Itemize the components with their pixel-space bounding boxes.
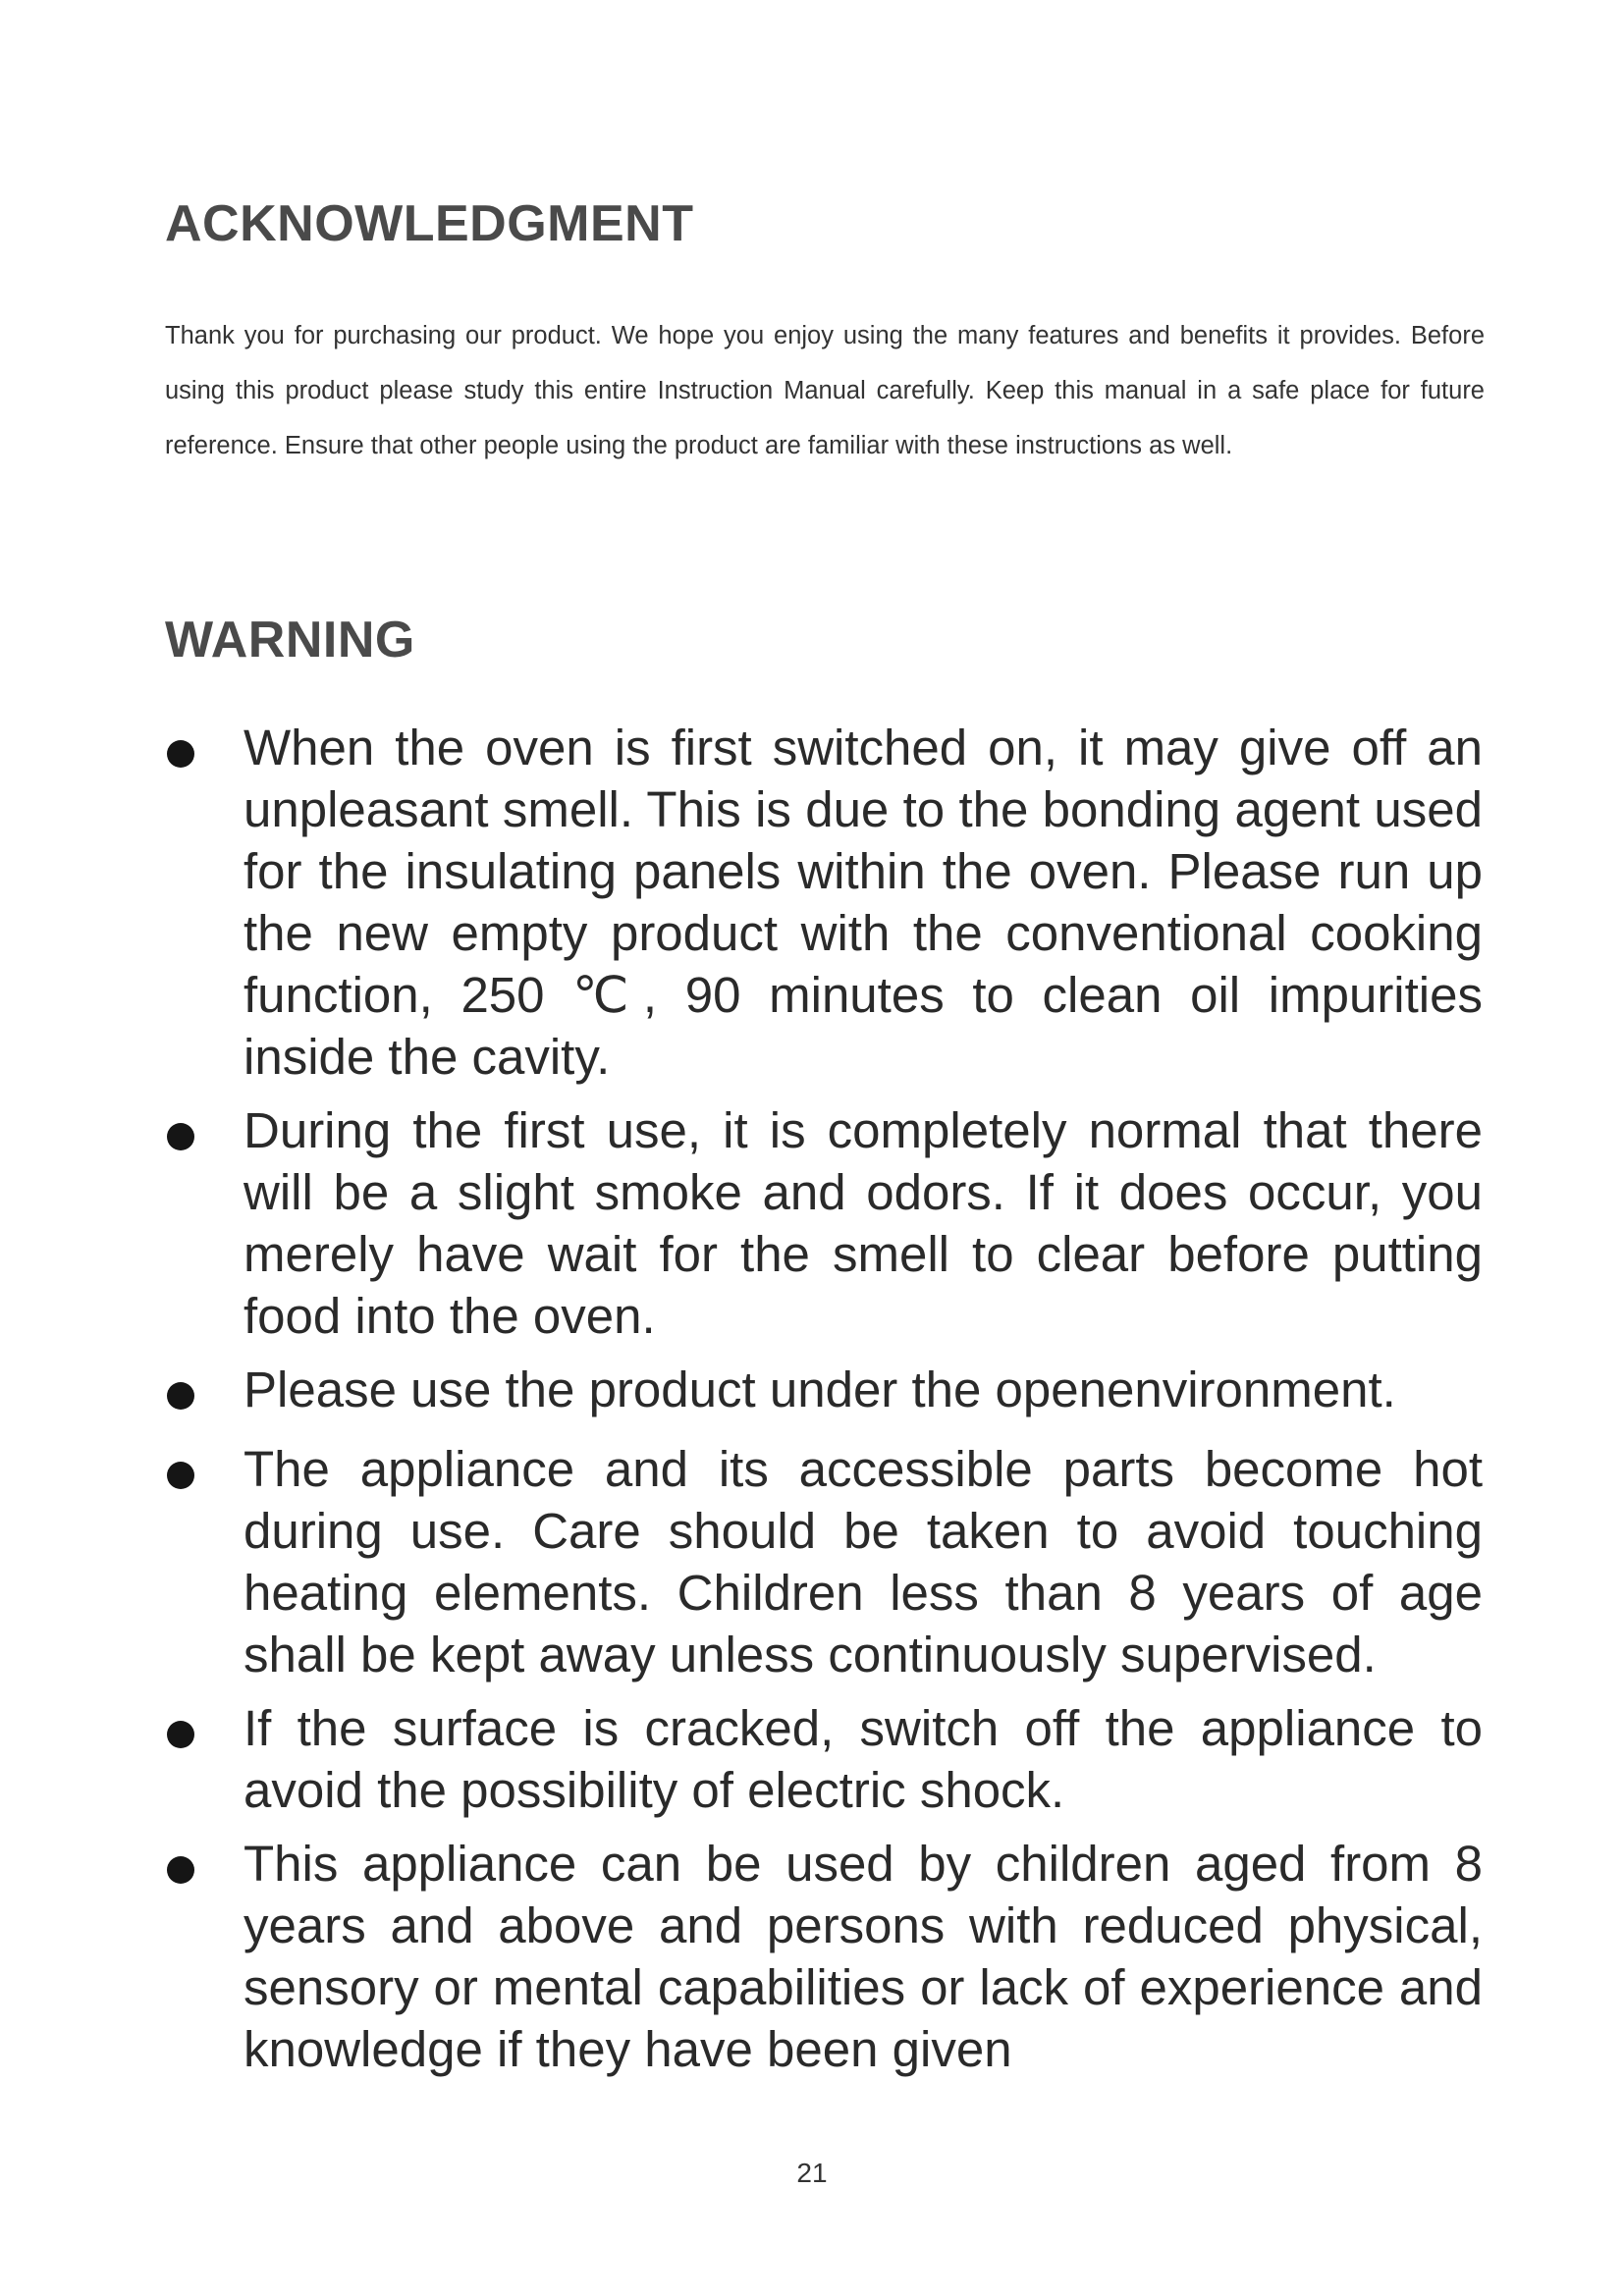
bullet-icon: [167, 1856, 194, 1884]
acknowledgment-paragraph: Thank you for purchasing our product. We hope you enjoy using the many features and benefits it provides. Before using this product please study this entire Instruction Manual carefully. Keep this manual in a safe place for future reference. Ensure that other people using the product are familiar with these instructions as well.: [165, 322, 1485, 459]
warning-list: [165, 717, 1483, 2080]
bullet-icon: [167, 1382, 194, 1410]
warning-text: If the surface is cracked, switch off the appliance to avoid the possibility of electric shock.: [244, 1700, 1483, 1818]
warning-item: [165, 1359, 1483, 1420]
warning-item: [165, 1099, 1483, 1347]
acknowledgment-heading: ACKNOWLEDGMENT: [165, 195, 694, 252]
warning-item: [165, 1697, 1483, 1821]
warning-item: [165, 717, 1483, 1088]
bullet-icon: [167, 740, 194, 768]
warning-text: During the first use, it is completely normal that there will be a slight smoke and odors. If it does occur, you merely have wait for the smell to clear before putting food into the oven.: [244, 1102, 1483, 1344]
bullet-icon: [167, 1721, 194, 1748]
warning-item: [165, 1833, 1483, 2080]
warning-text: Please use the product under the openenvironment.: [244, 1362, 1396, 1417]
warning-text: The appliance and its accessible parts become hot during use. Care should be taken to avoid touching heating elements. Children less than 8 years of age shall be kept away unless continuously supervised.: [244, 1441, 1483, 1682]
page-number: 21: [796, 2158, 828, 2188]
warning-text: This appliance can be used by children aged from 8 years and above and persons with reduced physical, sensory or mental capabilities or lack of experience and knowledge if they have been given: [244, 1836, 1483, 2077]
warning-item: [165, 1438, 1483, 1685]
bullet-icon: [167, 1123, 194, 1150]
bullet-icon: [167, 1462, 194, 1489]
warning-text: When the oven is first switched on, it may give off an unpleasant smell. This is due to the bonding agent used for the insulating panels within the oven. Please run up the new empty product with the conventional cooking function, 250 ℃, 90 minutes to clean oil impurities inside the cavity.: [244, 720, 1483, 1085]
warning-heading: WARNING: [165, 612, 415, 668]
